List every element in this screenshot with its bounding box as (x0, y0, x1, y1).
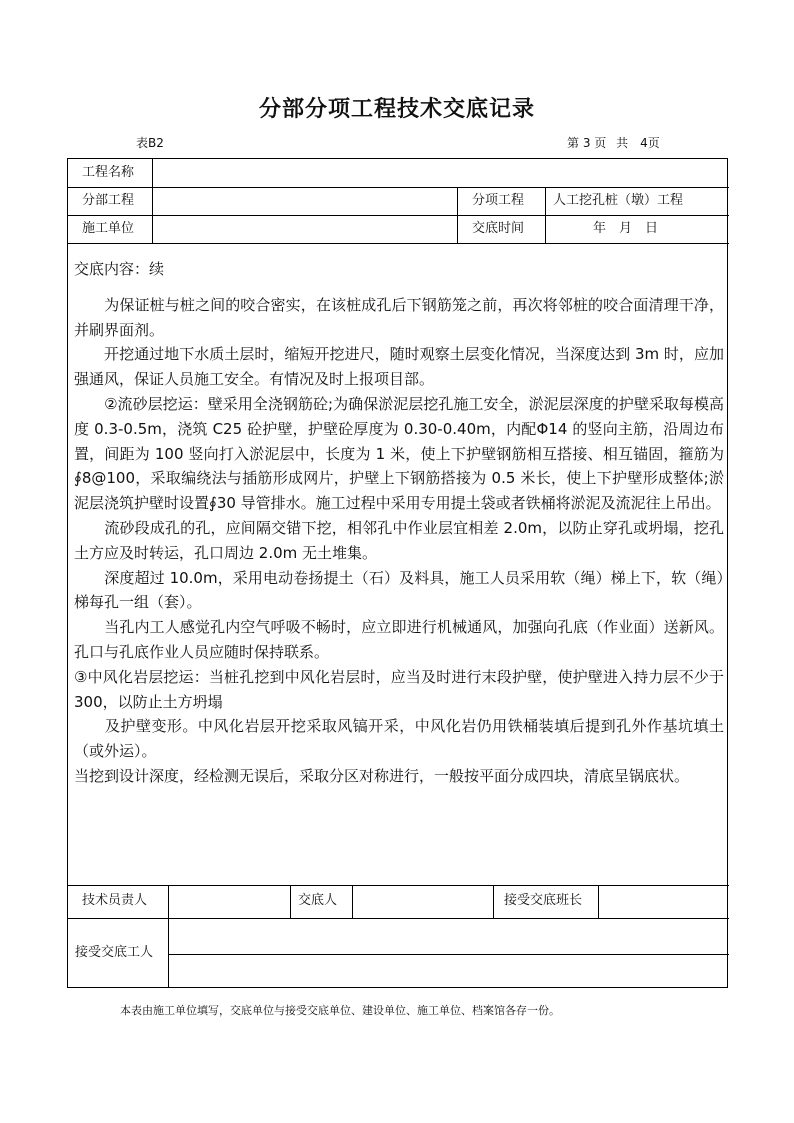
col-divider (457, 187, 458, 243)
content-paragraph: 深度超过 10.0m，采用电动卷扬提土（石）及料具，施工人员采用软（绳）梯上下，软（绳）梯每孔一组（套）。 (74, 568, 724, 612)
subproject-label: 分部工程 (82, 193, 135, 208)
footer-note: 本表由施工单位填写，交底单位与接受交底单位、建设单位、施工单位、档案馆各存一份。 (120, 1004, 560, 1017)
col-divider (493, 885, 494, 918)
date-value: 年 月 日 (593, 221, 659, 236)
col-divider (352, 885, 353, 918)
date-label: 交底时间 (472, 221, 525, 236)
content-paragraph: ③中风化岩层挖运：当桩孔挖到中风化岩层时，应当及时进行末段护壁，使护壁进入持力层不少于 300，以防止土方坍塌 (74, 667, 724, 711)
col-divider (290, 885, 291, 918)
project-name-label: 工程名称 (82, 165, 135, 180)
disclosure-form (67, 158, 728, 988)
page-current: 第 3 页 (567, 136, 607, 150)
col-divider (152, 159, 153, 243)
tech-responsible-label: 技术员责人 (82, 893, 148, 908)
row-divider (68, 243, 729, 244)
content-paragraph: 当孔内工人感觉孔内空气呼吸不畅时，应立即进行机械通风，加强向孔底（作业面）送新风。孔口与孔底作业人员应随时保持联系。 (74, 618, 724, 661)
page-indicator (567, 134, 666, 151)
row-divider (168, 954, 729, 955)
workers-label: 接受交底工人 (75, 945, 154, 960)
item-value: 人工挖孔桩（墩）工程 (553, 193, 684, 208)
page-title: 分部分项工程技术交底记录 (258, 97, 535, 122)
content-heading: 交底内容：续 (74, 260, 165, 278)
form-number: 表B2 (136, 136, 164, 150)
content-paragraph: 流砂段成孔的孔，应间隔交错下挖，相邻孔中作业层宜相差 2.0m，以防止穿孔或坍塌，挖孔土方应及时转运，孔口周边 2.0m 无土堆集。 (74, 518, 724, 562)
col-divider (545, 187, 546, 243)
unit-label: 施工单位 (82, 221, 135, 236)
item-label: 分项工程 (472, 193, 525, 208)
col-divider (168, 885, 169, 988)
team-leader-label: 接受交底班长 (504, 893, 583, 908)
col-divider (598, 885, 599, 918)
content-paragraph: 为保证桩与桩之间的咬合密实，在该桩成孔后下钢筋笼之前，再次将邻桩的咬合面清理干净，并刷界面剂。 (74, 295, 724, 339)
disclosure-content (74, 257, 724, 789)
content-paragraph: 及护壁变形。中风化岩层开挖采取风镐开采，中风化岩仍用铁桶装填后提到孔外作基坑填土（或外运）。 (74, 717, 724, 761)
content-paragraph: ②流砂层挖运：壁采用全浇钢筋砼;为确保淤泥层挖孔施工安全，淤泥层深度的护壁采取每模高度 0.3-0.5m，浇筑 C25 砼护壁，护壁砼厚度为 0.30-0.40m，内配Φ14 的竖向主筋，沿周边布置，间距为 100 竖向打入淤泥层中，长度为 1 米，使上下护壁钢筋相互搭接、相互锚固，箍筋为∮8@100，采取编绕法与插筋形成网片，护壁上下钢筋搭接为 0.5 米长，使上下护壁形成整体;淤泥层浇筑护壁时设置∮30 导管排水。施工过程中采用专用提土袋或者铁桶将淤泥及流泥往上吊出。 (74, 394, 724, 513)
content-paragraph: 开挖通过地下水质土层时，缩短开挖进尺，随时观察土层变化情况，当深度达到 3m 时，应加强通风，保证人员施工安全。有情况及时上报项目部。 (74, 345, 724, 389)
content-paragraph: 当挖到设计深度，经检测无误后，采取分区对称进行，一般按平面分成四块，清底呈锅底状。 (74, 766, 690, 785)
discloser-label: 交底人 (298, 893, 338, 908)
page-total: 共 4页 (616, 136, 660, 150)
